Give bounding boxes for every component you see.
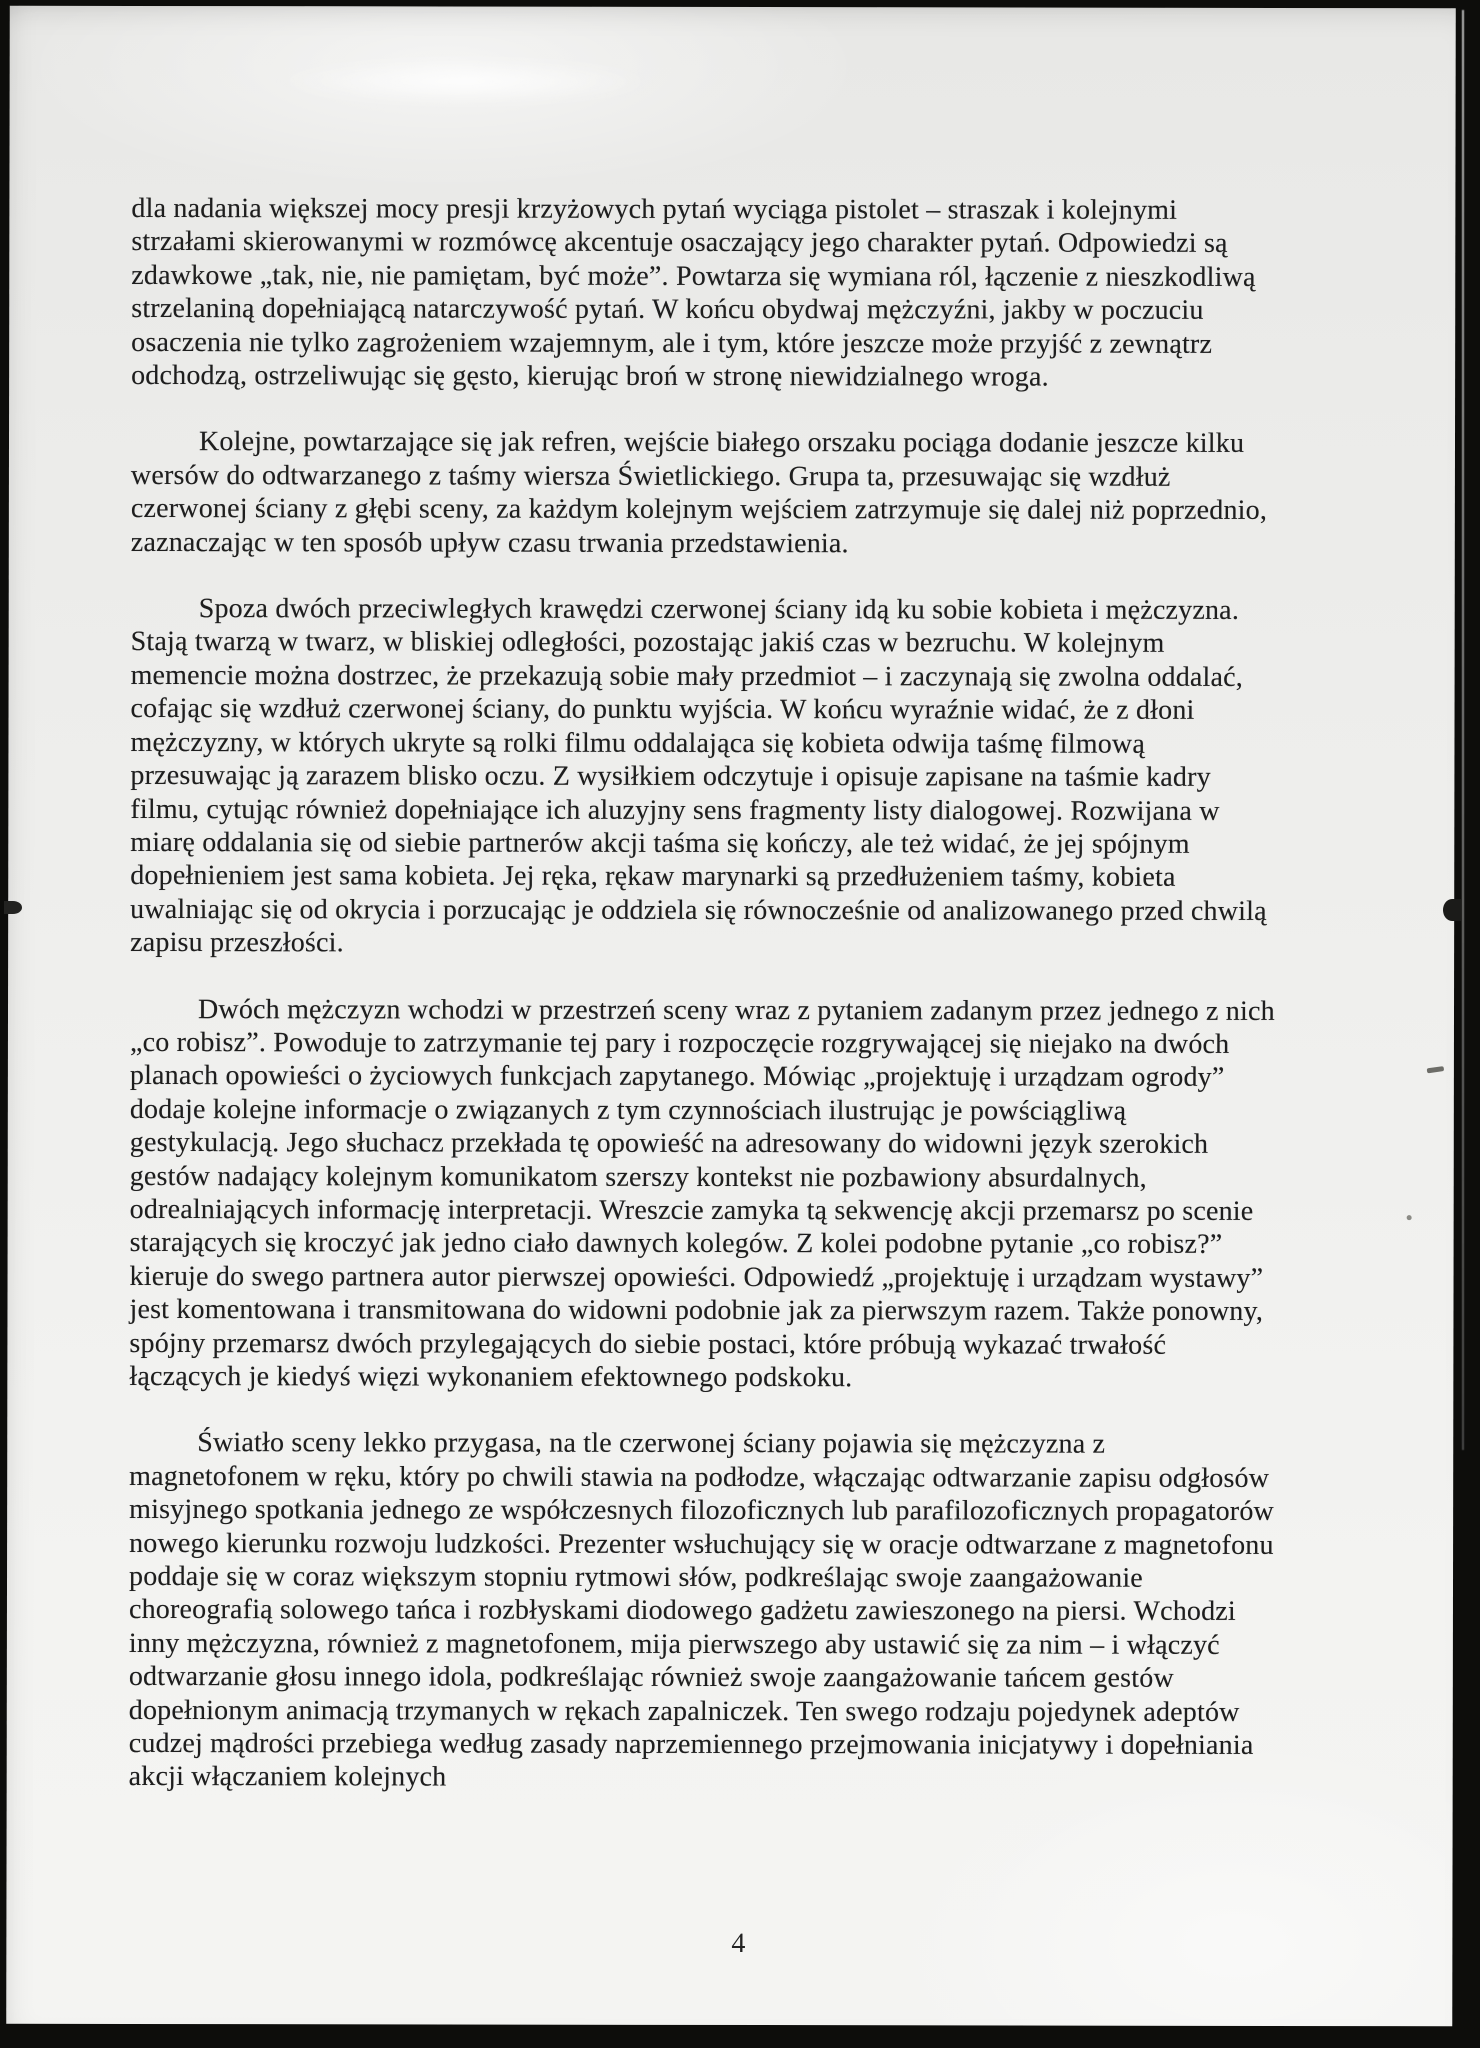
paragraph: Dwóch mężczyzn wchodzi w przestrzeń sceny wraz z pytaniem zadanym przez jednego z nich „co robisz”. Powoduje to zatrzymanie tej pary i rozpoczęcie rozgrywającej się niejako na dwóch planach opowieści o życiowych funkcjach zapytanego. Mówiąc „projektuję i urządzam ogrody” dodaje kolejne informacje o związanych z tym czynnościach ilustrując je powściągliwą gestykulacją. Jego słuchacz przekłada tę opowieść na adresowany do widowni język szerokich gestów nadający kolejnym komunikatom szerszy kontekst nie pozbawiony absurdalnych, odrealniających informację interpretacji. Wreszcie zamyka tą sekwencję akcji przemarsz po scenie starających się kroczyć jak jedno ciało dawnych kolegów. Z kolei podobne pytanie „co robisz?” kieruje do swego partnera autor pierwszej opowieści. Odpowiedź „projektuję i urządzam wystawy” jest komentowana i transmitowana do widowni podobnie jak za pierwszym razem. Także ponowny, spójny przemarsz dwóch przylegających do siebie postaci, które próbują wykazać trwałość łączących je kiedyś więzi wykonaniem efektownego podskoku.: [129, 993, 1275, 1394]
scan-edge-highlight: [1462, 10, 1464, 1450]
paragraph: Spoza dwóch przeciwległych krawędzi czerwonej ściany idą ku sobie kobieta i mężczyzna. Stają twarzą w twarz, w bliskiej odległości, pozostając jakiś czas w bezruchu. W kolejnym memencie można dostrzec, że przekazują sobie mały przedmiot – i zaczynają się zwolna oddalać, cofając się wzdłuż czerwonej ściany, do punktu wyjścia. W końcu wyraźnie widać, że z dłoni mężczyzny, w których ukryte są rolki filmu oddalająca się kobieta odwija taśmę filmową przesuwając ją zarazem blisko oczu. Z wysiłkiem odczytuje i opisuje zapisane na taśmie kadry filmu, cytując również dopełniające ich aluzyjny sens fragmenty listy dialogowej. Rozwijana w miarę oddalania się od siebie partnerów akcji taśma się kończy, ale też widać, że jej spójnym dopełnieniem jest sama kobieta. Jej ręka, rękaw marynarki są przedłużeniem taśmy, kobieta uwalniając się od okrycia i porzucając je oddziela się równocześnie od analizowanego przed chwilą zapisu przeszłości.: [130, 593, 1267, 959]
margin-pencil-dash: [1427, 1066, 1445, 1073]
page-number: 4: [731, 1928, 746, 1960]
paragraph: dla nadania większej mocy presji krzyżowych pytań wyciąga pistolet – straszak i kolejnymi strzałami skierowanymi w rozmówcę akcentuje osaczający jego charakter pytań. Odpowiedzi są zdawkowe „tak, nie, nie pamiętam, być może”. Powtarza się wymiana ról, łączenie z nieszkodliwą strzelaniną dopełniającą natarczywość pytań. W końcu obydwaj mężczyźni, jakby w poczuciu osaczenia nie tylko zagrożeniem wzajemnym, ale i tym, które jeszcze może przyjść z zewnątrz odchodzą, ostrzeliwując się gęsto, kierując broń w stronę niewidzialnego wroga.: [131, 192, 1256, 393]
paragraph: Światło sceny lekko przygasa, na tle czerwonej ściany pojawia się mężczyzna z magnetofonem w ręku, który po chwili stawia na podłodze, włączając odtwarzanie zapisu odgłosów misyjnego spotkania jednego ze współczesnych filozoficznych lub parafilozoficznych propagatorów nowego kierunku rozwoju ludzkości. Prezenter wsłuchujący się w oracje odtwarzane z magnetofonu poddaje się w coraz większym stopniu rytmowi słów, podkreślając swoje zaangażowanie choreografią solowego tańca i rozbłyskami diodowego gadżetu zawieszonego na piersi. Wchodzi inny mężczyzna, również z magnetofonem, mija pierwszego aby ustawić się za nim – i włączyć odtwarzanie głosu innego idola, podkreślając również swoje zaangażowanie tańcem gestów dopełnionym animacją trzymanych w rękach zapalniczek. Ten swego rodzaju pojedynek adeptów cudzej mądrości przebiega według zasady naprzemiennego przejmowania inicjatywy i dopełniania akcji włączaniem kolejnych: [128, 1427, 1274, 1793]
scanned-page: [6, 6, 1456, 2027]
paragraph: Kolejne, powtarzające się jak refren, wejście białego orszaku pociąga dodanie jeszcze kilku wersów do odtwarzanego z taśmy wiersza Świetlickiego. Grupa ta, przesuwając się wzdłuż czerwonej ściany z głębi sceny, za każdym kolejnym wejściem zatrzymuje się dalej niż poprzednio, zaznaczając w ten sposób upływ czasu trwania przedstawienia.: [130, 426, 1268, 559]
page-text-block: [129, 192, 1280, 1829]
paper-sheen: [280, 58, 650, 105]
scan-edge-notch-left: [4, 901, 22, 914]
margin-speck: [1407, 1215, 1412, 1220]
scan-edge-notch-right: [1443, 899, 1461, 921]
